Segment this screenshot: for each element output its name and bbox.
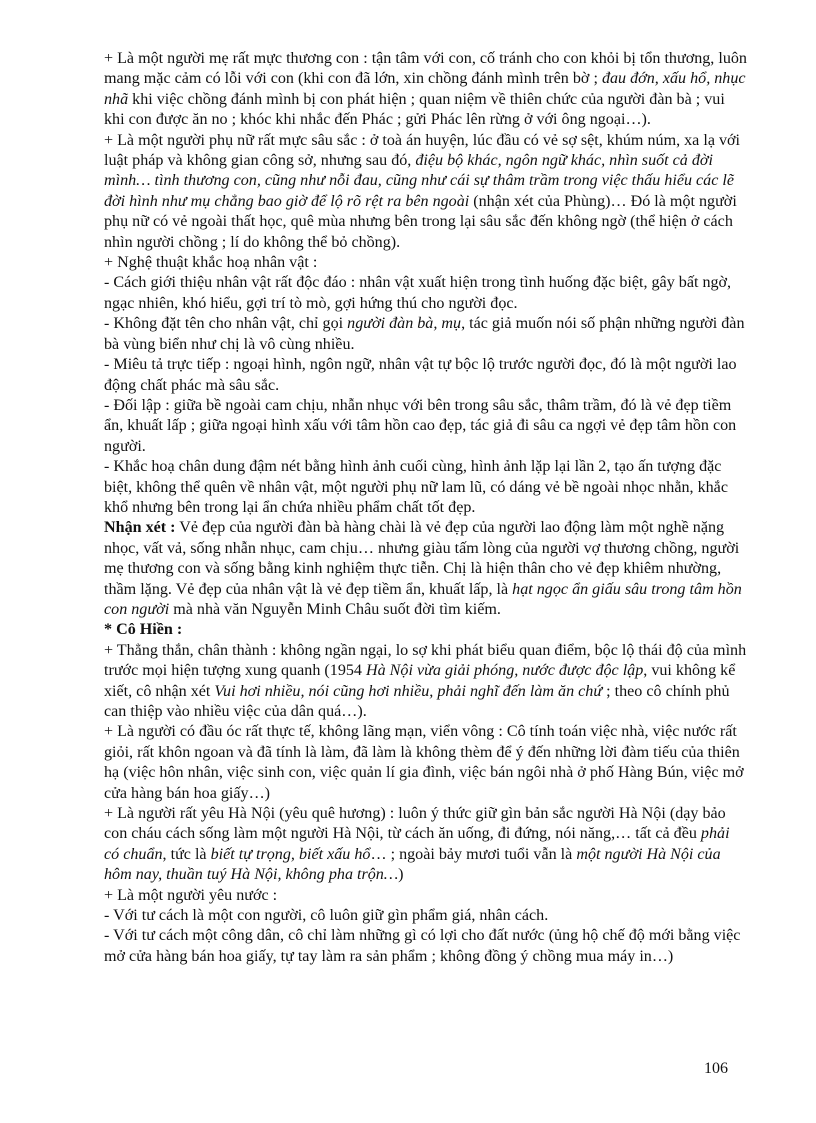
text-run: , tác giả muốn nói số phận những người đàn bà vùng biển như chị là vô cùng nhiều.: [104, 315, 745, 353]
paragraph: [104, 396, 748, 457]
text-run: + Là người rất yêu Hà Nội (yêu quê hương) : luôn ý thức giữ gìn bản sắc người Hà Nội (dạy bảo con cháu cách sống làm một người Hà Nội, từ cách ăn uống, đi đứng, nói năng,… tất cả đều: [104, 805, 726, 843]
text-run: … ; ngoài bảy mươi tuổi vẫn là: [370, 845, 577, 863]
text-run: Vui hơi nhiều, nói cũng hơi nhiều, phải nghĩ đến làm ăn chứ: [214, 682, 603, 700]
text-run: - Đối lập : giữa bề ngoài cam chịu, nhẫn nhục với bên trong sâu sắc, thâm trầm, đó là vẻ đẹp tiềm ẩn, khuất lấp ; giữa ngoại hình xấu với tâm hồn cao đẹp, tác giả đi sâu ca ngợi vẻ đẹp tâm hồn con người.: [104, 396, 737, 455]
text-run: - Không đặt tên cho nhân vật, chỉ gọi: [104, 315, 348, 333]
text-run: + Là người có đầu óc rất thực tế, không lãng mạn, viển vông : Cô tính toán việc nhà, việc nước rất giỏi, rất khôn ngoan và đã tính là làm, đã làm là không thèm để ý đến những lời đàm tiếu của thiên hạ (việc hôn nhân, việc sinh con, việc quản lí gia đình, việc bán ngôi nhà ở phố Hàng Bún, việc mở cửa hàng bán hoa giấy…): [104, 723, 744, 802]
text-run: điệu bộ khác, ngôn ngữ khác, nhìn suốt cả đời mình… tình thương con, cũng như nỗi đau, cũng như cái sự thâm trầm trong việc thấu hiểu các lẽ đời hình như mụ chẳng bao giờ để lộ rõ rệt ra bên ngoài: [104, 152, 734, 210]
paragraph: [104, 620, 748, 640]
text-run: (nhận xét của Phùng)… Đó là một người phụ nữ có vẻ ngoài thất học, quê mùa nhưng bên trong lại sâu sắc đến không ngờ (thể hiện ở cách nhìn người chồng ; lí do không thể bỏ chồng).: [104, 192, 737, 251]
text-run: * Cô Hiền :: [104, 621, 183, 639]
text-run: + Là một người mẹ rất mực thương con : tận tâm với con, cố tránh cho con khỏi bị tổn thương, luôn mang mặc cảm có lỗi với con (khi con đã lớn, xin chồng đánh mình trên bờ ;: [104, 50, 747, 88]
text-run: + Nghệ thuật khắc hoạ nhân vật :: [104, 254, 318, 272]
text-run: , tức là: [162, 845, 211, 863]
paragraph: [104, 355, 748, 396]
paragraph: [104, 457, 748, 518]
text-run: đau đớn, xấu hổ, nhục nhã: [104, 70, 746, 108]
paragraph: [104, 49, 748, 131]
text-run: một người Hà Nội của hôm nay, thuần tuý Hà Nội, không pha trộn…: [104, 845, 721, 884]
text-run: biết tự trọng, biết xấu hổ: [210, 845, 371, 863]
text-run: ): [398, 866, 404, 884]
text-run: người đàn bà, mụ: [347, 315, 462, 333]
paragraph: [104, 906, 748, 926]
paragraph: [104, 131, 748, 253]
paragraph: [104, 518, 748, 620]
text-run: Vẻ đẹp của người đàn bà hàng chài là vẻ đẹp của người lao động làm một nghề nặng nhọc, vất vả, sống nhẫn nhục, cam chịu… nhưng giàu tấm lòng của người vợ thương chồng, người mẹ thương con và sống bằng kinh nghiệm thực tiễn. Chị là hiện thân cho vẻ đẹp khiêm nhường, thầm lặng. Vẻ đẹp của nhân vật là vẻ đẹp tiềm ẩn, khuất lấp, là: [104, 519, 740, 598]
paragraph: [104, 314, 748, 355]
paragraph: [104, 926, 748, 967]
text-run: phải có chuẩn: [104, 825, 730, 863]
paragraph: [104, 641, 748, 723]
text-run: khi việc chồng đánh mình bị con phát hiện ; quan niệm về thiên chức của người đàn bà ; vui khi con được ăn no ; khóc khi nhắc đến Phác ; gửi Phác lên rừng ở với ông ngoại…).: [104, 90, 725, 129]
text-run: - Miêu tả trực tiếp : ngoại hình, ngôn ngữ, nhân vật tự bộc lộ trước người đọc, đó là một người lao động chất phác mà sâu sắc.: [104, 356, 737, 394]
text-run: , vui không kể xiết, cô nhận xét: [104, 662, 736, 700]
paragraph: [104, 804, 748, 886]
text-run: ; theo cô chính phủ can thiệp vào nhiều việc của dân quá…).: [104, 682, 730, 720]
text-run: - Với tư cách một công dân, cô chỉ làm những gì có lợi cho đất nước (ủng hộ chế độ mới bằng việc mở cửa hàng bán hoa giấy, tự tay làm ra sản phẩm ; không đồng ý chồng mua máy in…): [104, 927, 741, 965]
text-run: Hà Nội vừa giải phóng, nước được độc lập: [365, 662, 644, 680]
text-run: + Là một người yêu nước :: [104, 886, 278, 904]
text-run: - Khắc hoạ chân dung đậm nét bằng hình ảnh cuối cùng, hình ảnh lặp lại lần 2, tạo ấn tượng đặc biệt, không thể quên về nhân vật, một người phụ nữ lam lũ, có dáng vẻ bề ngoài nhọc nhằn, khắc khổ nhưng bên trong lại ẩn chứa nhiều phẩm chất tốt đẹp.: [104, 458, 728, 516]
text-run: hạt ngọc ẩn giấu sâu trong tâm hồn con người: [104, 580, 742, 618]
text-run: - Với tư cách là một con người, cô luôn giữ gìn phẩm giá, nhân cách.: [104, 907, 549, 925]
page-number: 106: [704, 1060, 728, 1077]
paragraph: [104, 253, 748, 273]
text-run: mà nhà văn Nguyễn Minh Châu suốt đời tìm kiếm.: [169, 600, 501, 618]
text-run: Nhận xét :: [104, 519, 176, 537]
paragraph: [104, 886, 748, 906]
paragraph: [104, 722, 748, 804]
text-run: + Là một người phụ nữ rất mực sâu sắc : ở toà án huyện, lúc đầu có vẻ sợ sệt, khúm núm, xa lạ với luật pháp và không gian công sở, nhưng sau đó,: [104, 131, 741, 170]
paragraph: [104, 273, 748, 314]
document-body: [104, 49, 748, 967]
text-run: + Thẳng thắn, chân thành : không ngần ngại, lo sợ khi phát biểu quan điểm, bộc lộ thái độ của mình trước mọi hiện tượng xung quanh (1954: [104, 641, 747, 680]
text-run: - Cách giới thiệu nhân vật rất độc đáo : nhân vật xuất hiện trong tình huống đặc biệt, gây bất ngờ, ngạc nhiên, khó hiểu, gợi trí tò mò, gợi hứng thú cho người đọc.: [104, 274, 732, 312]
